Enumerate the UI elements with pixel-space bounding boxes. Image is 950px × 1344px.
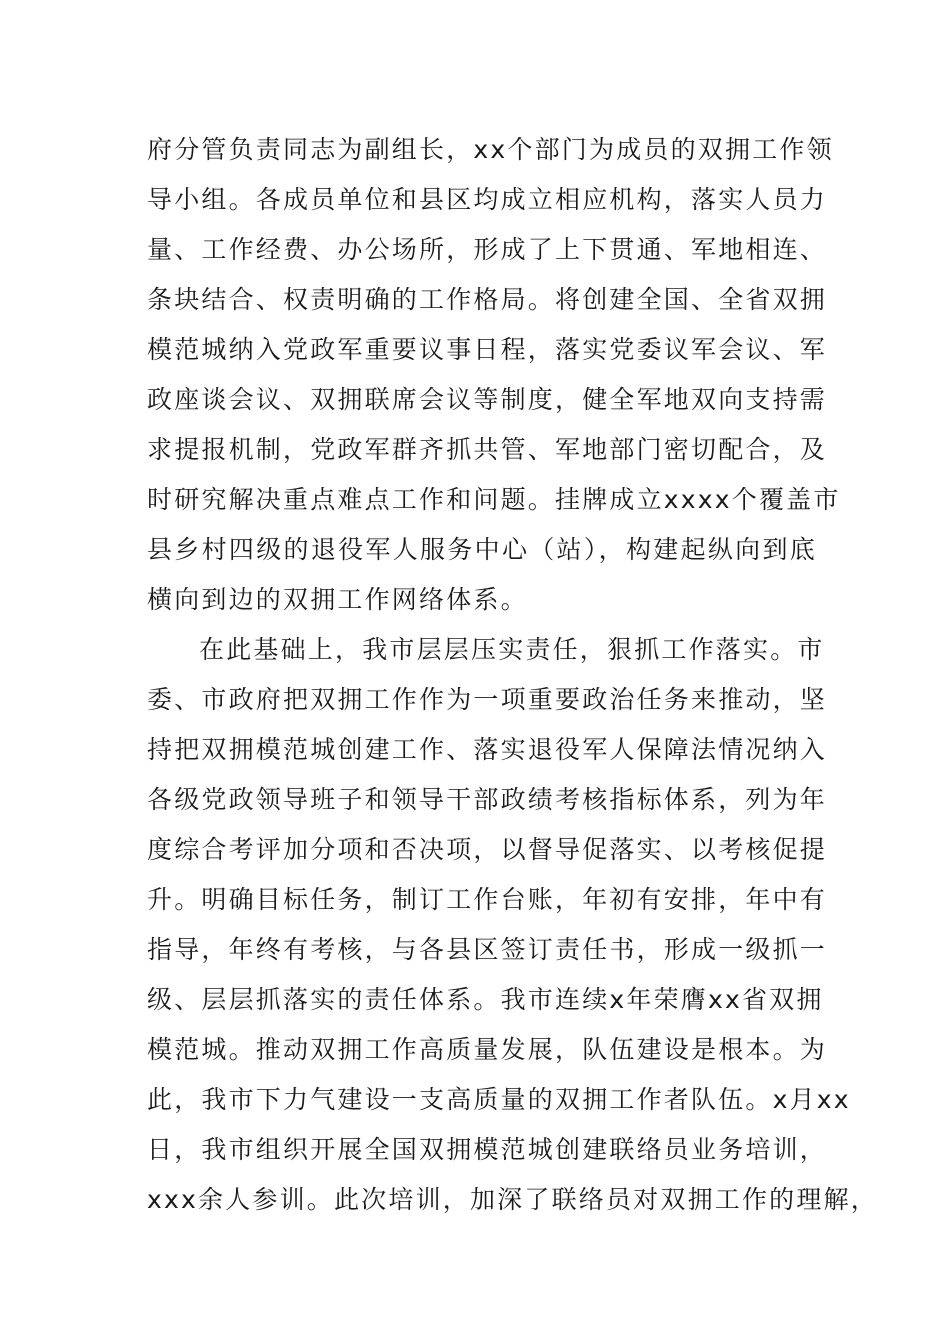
text-line: 指导，年终有考核，与各县区签订责任书，形成一级抓一 — [147, 935, 828, 964]
text-line: 条块结合、权责明确的工作格局。将创建全国、全省双拥 — [147, 285, 828, 314]
text-line: 此，我市下力气建设一支高质量的双拥工作者队伍。x月xx — [147, 1085, 851, 1114]
text-line: 级、层层抓落实的责任体系。我市连续x年荣膺xx省双拥 — [147, 985, 824, 1014]
text-line: 导小组。各成员单位和县区均成立相应机构，落实人员力 — [147, 185, 828, 214]
text-line: 量、工作经费、办公场所，形成了上下贯通、军地相连、 — [147, 235, 828, 264]
text-line: 持把双拥模范城创建工作、落实退役军人保障法情况纳入 — [147, 735, 828, 764]
body-text — [147, 125, 878, 1225]
text-line: 府分管负责同志为副组长，xx个部门为成员的双拥工作领 — [147, 135, 834, 164]
paragraph-first-line: 在此基础上，我市层层压实责任，狠抓工作落实。市 — [199, 635, 825, 664]
text-line: 度综合考评加分项和否决项，以督导促落实、以考核促提 — [147, 835, 828, 864]
text-line: 政座谈会议、双拥联席会议等制度，健全军地双向支持需 — [147, 385, 828, 414]
text-line: xxx余人参训。此次培训，加深了联络员对双拥工作的理解， — [147, 1185, 878, 1214]
text-line: 横向到边的双拥工作网络体系。 — [147, 585, 528, 614]
text-line: 时研究解决重点难点工作和问题。挂牌成立xxxx个覆盖市 — [147, 485, 841, 514]
text-line: 各级党政领导班子和领导干部政绩考核指标体系，列为年 — [147, 785, 828, 814]
text-line: 模范城纳入党政军重要议事日程，落实党委议军会议、军 — [147, 335, 828, 364]
text-line: 日，我市组织开展全国双拥模范城创建联络员业务培训， — [147, 1135, 828, 1164]
text-line: 升。明确目标任务，制订工作台账，年初有安排，年中有 — [147, 885, 828, 914]
text-line: 模范城。推动双拥工作高质量发展，队伍建设是根本。为 — [147, 1035, 828, 1064]
text-line: 县乡村四级的退役军人服务中心（站），构建起纵向到底 — [147, 535, 817, 564]
text-line: 委、市政府把双拥工作作为一项重要政治任务来推动，坚 — [147, 685, 828, 714]
text-line: 求提报机制，党政军群齐抓共管、军地部门密切配合，及 — [147, 435, 828, 464]
